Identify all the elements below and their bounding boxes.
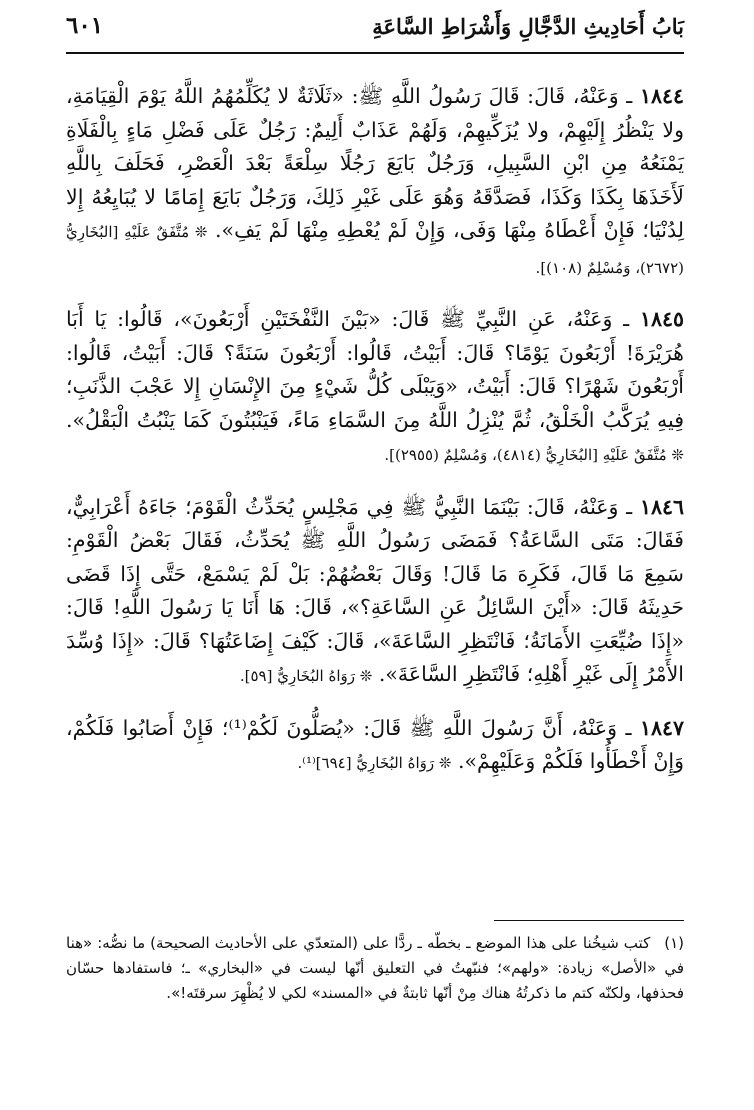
hadith-reference: ❊ مُتَّفَقٌ عَلَيْهِ [البُخَارِيُّ (٢٦٧٢)، وَمُسْلِمٌ (١٠٨)].: [66, 223, 684, 277]
footnote-1: [66, 931, 684, 1006]
page-header: [66, 10, 684, 54]
hadith-number: ١٨٤٧: [639, 715, 684, 740]
hadith-reference: ❊ رَوَاهُ البُخَارِيُّ [٦٩٤]⁽¹⁾.: [297, 754, 452, 772]
page-body: [66, 80, 684, 799]
hadith-1844: [66, 80, 684, 285]
hadith-text: ـ وَعَنْهُ، عَنِ النَّبِيِّ ﷺ قَالَ: «بَيْنَ النَّفْخَتَيْنِ أَرْبَعُونَ»، قَالُوا: يَا أَبَا هُرَيْرَةَ! أَرْبَعُونَ يَوْمًا؟ قَالَ: أَبَيْتُ، قَالُوا: أَرْبَعُونَ سَنَةً؟ قَالَ: أَبَيْتُ، قَالُوا: أَرْبَعُونَ شَهْرًا؟ قَالَ: أَبَيْتُ، «وَيَبْلَى كُلُّ شَيْءٍ مِنَ الإِنْسَانِ إِلا عَجْبَ الذَّنَبِ؛ فِيهِ يُرَكَّبُ الْخَلْقُ، ثُمَّ يُنْزِلُ اللَّهُ مِنَ السَّمَاءِ مَاءً، فَيَنْبُتُونَ كَمَا يَنْبُتُ الْبَقْلُ».: [66, 307, 684, 432]
hadith-text: ـ وَعَنْهُ، أَنَّ رَسُولَ اللَّهِ ﷺ قَالَ: «يُصَلُّونَ لَكُمْ⁽¹⁾؛ فَإِنْ أَصَابُوا فَلَكُمْ، وَإِنْ أَخْطَأُوا فَلَكُمْ وَعَلَيْهِمْ».: [66, 715, 684, 773]
page-number: ٦٠١: [66, 12, 104, 39]
hadith-number: ١٨٤٤: [639, 84, 684, 108]
footnote-marker: (١): [664, 934, 684, 952]
footnotes: [66, 920, 684, 1006]
hadith-number: ١٨٤٦: [639, 494, 684, 519]
hadith-1846: [66, 491, 684, 694]
hadith-reference: ❊ رَوَاهُ البُخَارِيُّ [٥٩].: [239, 667, 373, 685]
hadith-text: ـ وَعَنْهُ، قَالَ: قَالَ رَسُولُ اللَّهِ ﷺ: «ثَلَاثَةٌ لا يُكَلِّمُهُمُ اللَّهُ يَوْمَ الْقِيَامَةِ، ولا يَنْظُرُ إِلَيْهِمْ، ولا يُزَكِّيهِمْ، وَلَهُمْ عَذَابٌ أَلِيمٌ: رَجُلٌ عَلَى فَضْلِ مَاءٍ بِالْفَلَاةِ يَمْنَعُهُ مِنِ ابْنِ السَّبِيلِ، وَرَجُلٌ بَايَعَ رَجُلًا سِلْعَةً بَعْدَ الْعَصْرِ، فَحَلَفَ بِاللَّهِ لَأَخَذَهَا بِكَذَا وَكَذَا، فَصَدَّقَهُ وَهُوَ عَلَى غَيْرِ ذَلِكَ، وَرَجُلٌ بَايَعَ إِمَامًا لا يُبَايِعُهُ إِلا لِدُنْيَا؛ فَإِنْ أَعْطَاهُ مِنْهَا وَفَى، وَإِنْ لَمْ يُعْطِهِ مِنْهَا لَمْ يَفِ».: [66, 84, 684, 242]
footnote-divider: [494, 920, 684, 921]
hadith-number: ١٨٤٥: [639, 307, 684, 331]
footnote-text: كتب شيخُنا على هذا الموضع ـ بخطّه ـ ردًّا على (المتعدّي على الأحاديث الصحيحة) ما نصُّه: «هنا في «الأصل» زيادة: «ولهم»؛ فنبّهتُ في التعليق أنّها ليست في «البخاري» ـ؛ فاستفادها حسّان فحذفها، ولكنّه كتم ما ذكرتُهُ هناك مِنْ أنّها ثابتةٌ في «المسند» لكي لا يُظْهِرَ سرقتَه!».: [66, 934, 684, 1002]
chapter-title: بَابُ أَحَادِيثِ الدَّجَّالِ وَأَشْرَاطِ السَّاعَةِ: [372, 14, 684, 39]
hadith-reference: ❊ مُتَّفَقٌ عَلَيْهِ [البُخَارِيُّ (٤٨١٤)، وَمُسْلِمٌ (٢٩٥٥)].: [384, 446, 684, 464]
hadith-1847: [66, 712, 684, 781]
hadith-text: ـ وَعَنْهُ، قَالَ: بَيْنَمَا النَّبِيُّ ﷺ فِي مَجْلِسٍ يُحَدِّثُ الْقَوْمَ؛ جَاءَهُ أَعْرَابِيٌّ، فَقَالَ: مَتَى السَّاعَةُ؟ فَمَضَى رَسُولُ اللَّهِ ﷺ يُحَدِّثُ، فَقَالَ بَعْضُ الْقَوْمِ: سَمِعَ مَا قَالَ، فَكَرِهَ مَا قَالَ! وَقَالَ بَعْضُهُمْ: بَلْ لَمْ يَسْمَعْ، حَتَّى إِذَا قَضَى حَدِيثَهُ قَالَ: «أَيْنَ السَّائِلُ عَنِ السَّاعَةِ؟»، قَالَ: هَا أَنَا يَا رَسُولَ اللَّهِ! قَالَ: «إِذَا ضُيِّعَتِ الأَمَانَةُ؛ فَانْتَظِرِ السَّاعَةَ»، قَالَ: كَيْفَ إِضَاعَتُهَا؟ قَالَ: «إِذَا وُسِّدَ الأَمْرُ إِلَى غَيْرِ أَهْلِهِ؛ فَانْتَظِرِ السَّاعَةَ».: [66, 494, 684, 686]
hadith-1845: [66, 303, 684, 473]
